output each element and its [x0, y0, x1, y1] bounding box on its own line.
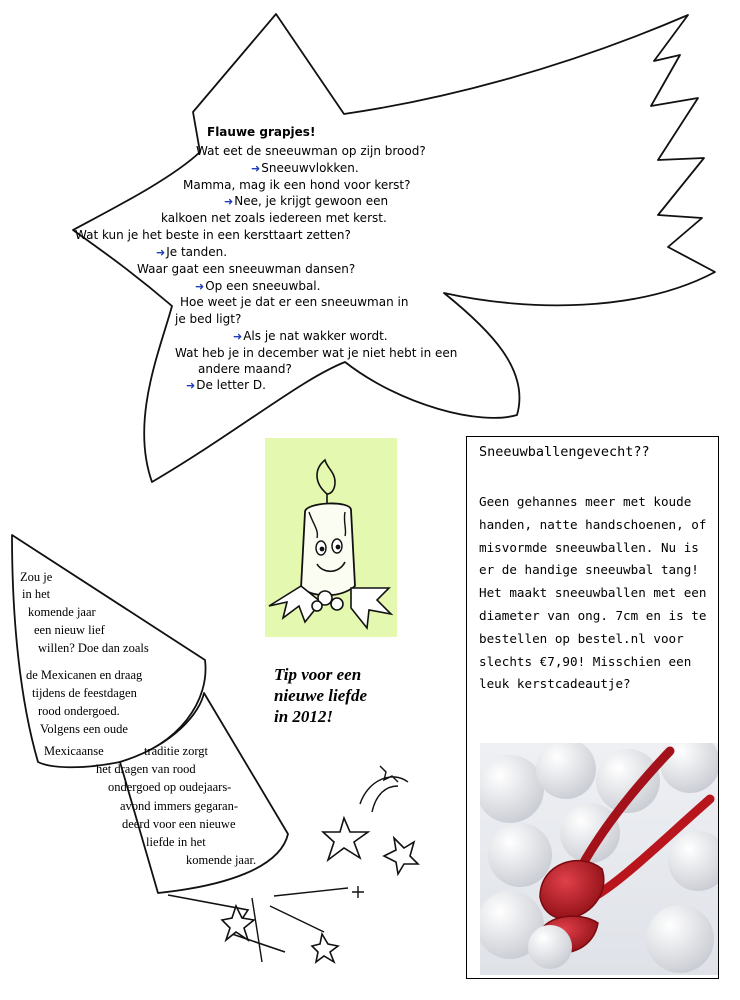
- snowball-tongs-box: [466, 436, 719, 979]
- star-icon: [312, 934, 338, 962]
- arrow-right-icon: ➜: [233, 330, 243, 343]
- rocket-text-line: een nieuw lief: [34, 623, 105, 637]
- joke-question: Mamma, mag ik een hond voor kerst?: [183, 178, 411, 192]
- joke-question: Hoe weet je dat er een sneeuwman in: [180, 295, 409, 309]
- joke-question-continued: je bed ligt?: [175, 312, 242, 326]
- arrow-right-icon: ➜: [186, 379, 196, 392]
- joke-answer: ➜Als je nat wakker wordt.: [233, 329, 388, 343]
- rocket-text-line: rood ondergoed.: [38, 704, 120, 718]
- rocket-text-line: avond immers gegaran-: [120, 799, 239, 813]
- arrow-right-icon: ➜: [156, 246, 166, 259]
- rocket-text-line: komende jaar.: [186, 853, 257, 867]
- rocket-text-line: komende jaar: [28, 605, 96, 619]
- rocket-text-line: ondergoed op oudejaars-: [108, 780, 232, 794]
- rocket-text-line: liefde in het: [146, 835, 206, 849]
- joke-answer: ➜Sneeuwvlokken.: [251, 161, 359, 175]
- joke-question: Wat eet de sneeuwman op zijn brood?: [196, 144, 426, 158]
- rocket-text-line: Zou je: [20, 570, 53, 584]
- joke-question-continued: andere maand?: [198, 362, 292, 376]
- snowball-body: Geen gehannes meer met koude handen, natte handschoenen, of misvormde sneeuwballen. Nu is er de handige sneeuwbal tang! Het maakt sneeuwballen met een diameter van ong. 7cm en is te bestellen op bestel.nl voor slechts €7,90! Misschien een leuk kerstcadeautje?: [479, 494, 707, 692]
- star-icon: [323, 818, 368, 860]
- star-icon: [384, 838, 418, 874]
- star-icon: [222, 906, 254, 940]
- joke-answer: ➜Nee, je krijgt gewoon een: [224, 194, 389, 208]
- rocket-text-line: in het: [22, 587, 51, 601]
- joke-answer-continued: kalkoen net zoals iedereen met kerst.: [161, 211, 387, 225]
- tip-heading: Tip voor een nieuwe liefde in 2012!: [274, 665, 368, 726]
- joke-answer: ➜Je tanden.: [156, 245, 228, 259]
- snowball-title: Sneeuwballengevecht??: [479, 444, 650, 460]
- joke-answer: ➜De letter D.: [186, 378, 266, 392]
- jokes-title: Flauwe grapjes!: [207, 125, 316, 139]
- rocket-text-line: willen? Doe dan zoals: [38, 641, 149, 655]
- arrow-right-icon: ➜: [224, 195, 234, 208]
- rocket-text-line: het dragen van rood: [96, 762, 196, 776]
- rocket-text-line: Mexicaanse: [44, 744, 104, 758]
- arrow-right-icon: ➜: [195, 280, 205, 293]
- joke-answer: ➜Op een sneeuwbal.: [195, 279, 321, 293]
- rocket-text-line: deerd voor een nieuwe: [122, 817, 236, 831]
- snowball-tongs-photo: [480, 743, 718, 975]
- joke-question: Waar gaat een sneeuwman dansen?: [137, 262, 356, 276]
- joke-question: Wat kun je het beste in een kersttaart zetten?: [75, 228, 351, 242]
- arrow-right-icon: ➜: [251, 162, 261, 175]
- rocket-text-line: de Mexicanen en draag: [26, 668, 143, 682]
- joke-question: Wat heb je in december wat je niet hebt in een: [175, 346, 458, 360]
- rocket-text-line: Volgens een oude: [40, 722, 128, 736]
- rocket-text-line: tijdens de feestdagen: [32, 686, 137, 700]
- rocket-text-line: traditie zorgt: [144, 744, 208, 758]
